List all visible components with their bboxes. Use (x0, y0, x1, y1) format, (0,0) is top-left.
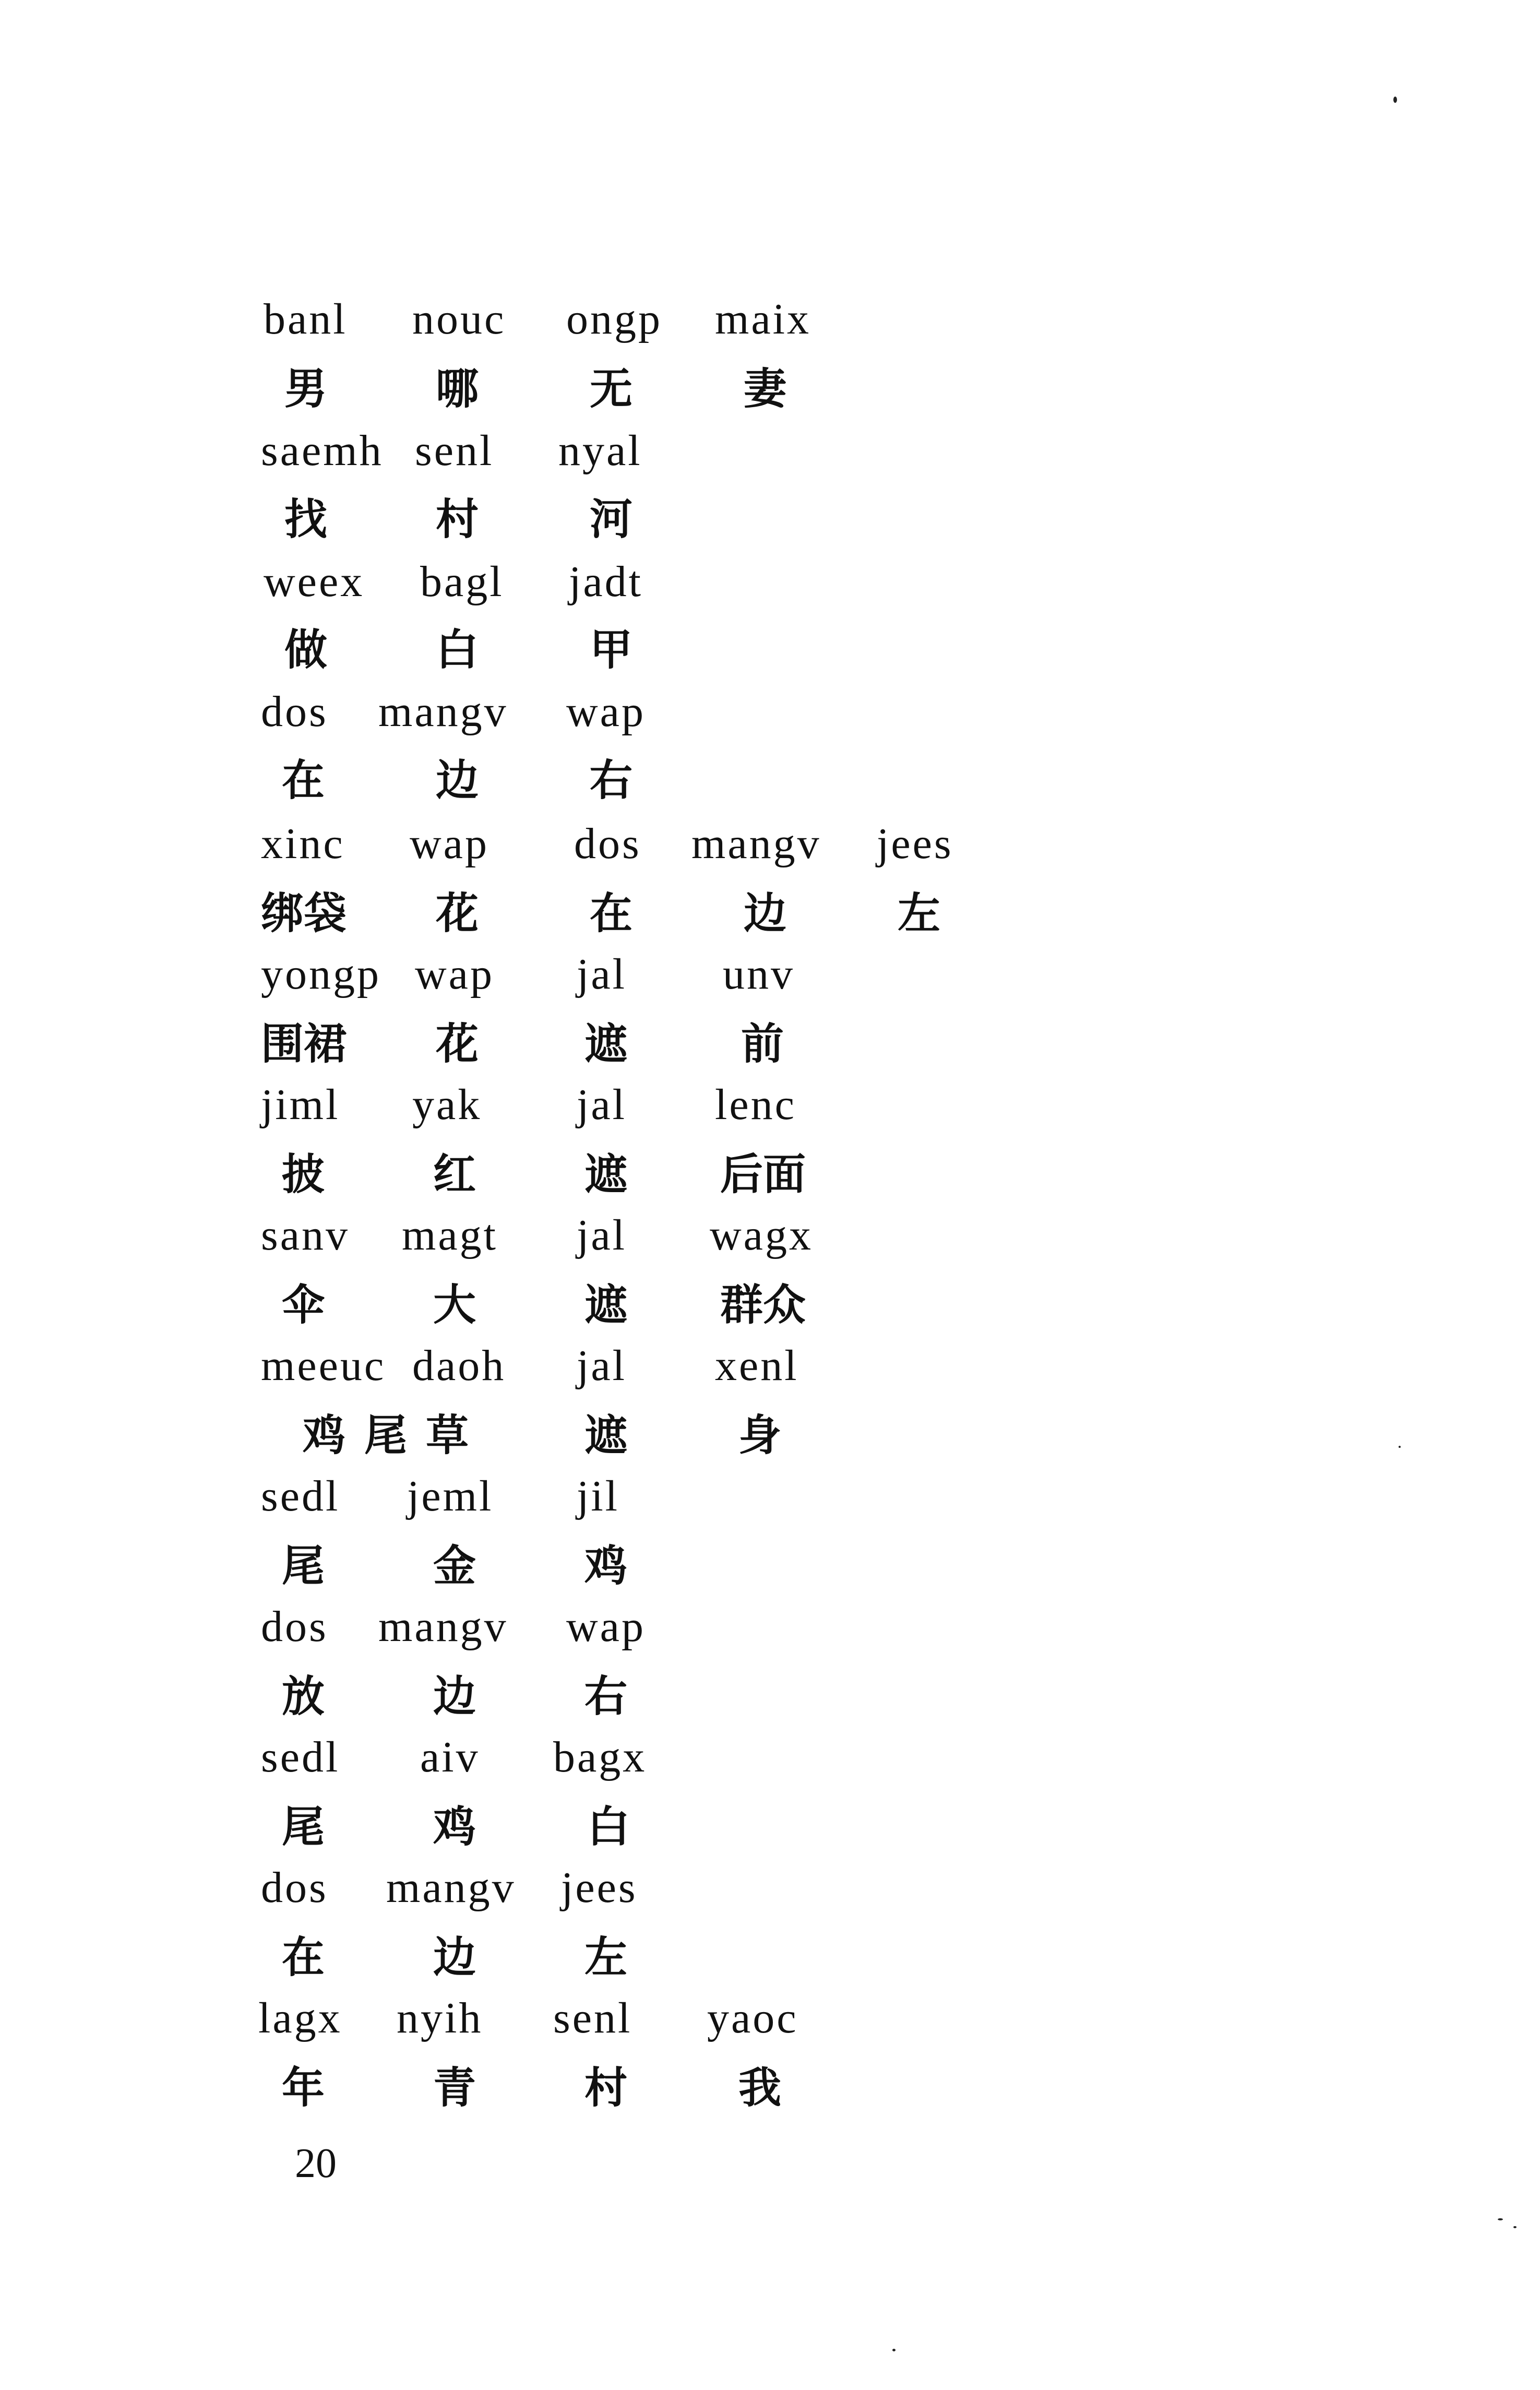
word: sedl (261, 1472, 340, 1520)
text-line (0, 557, 1540, 633)
text-line (0, 1080, 1540, 1156)
text-line (0, 1996, 1540, 2070)
text-line (0, 1735, 1540, 1809)
word: senl (415, 426, 494, 475)
word: jadt (569, 557, 643, 606)
word: 哪 (436, 364, 479, 414)
word: 围裙 (261, 1019, 347, 1069)
word: wap (566, 687, 646, 736)
word: 金 (433, 1541, 476, 1591)
word: senl (553, 1994, 632, 2042)
scan-speck (892, 2349, 896, 2351)
word: 右 (584, 1672, 628, 1721)
word: 身 (738, 1411, 782, 1460)
word: 在 (282, 1933, 325, 1982)
word: sedl (261, 1733, 340, 1781)
word: unv (723, 950, 795, 998)
word: bagl (420, 557, 504, 606)
text-line (0, 1341, 1540, 1417)
scan-speck (1399, 1446, 1401, 1448)
word: 边 (433, 1672, 476, 1721)
word: wagx (710, 1211, 813, 1259)
word: 花 (436, 1019, 479, 1069)
word: dos (261, 1863, 328, 1912)
text-line (0, 1472, 1540, 1548)
word: sanv (261, 1211, 350, 1259)
word: nyal (558, 426, 642, 475)
word: 白 (587, 1802, 630, 1852)
word: wap (415, 950, 494, 998)
word: lenc (715, 1080, 796, 1129)
word: 在 (590, 889, 633, 938)
word: maix (715, 295, 811, 343)
word: jiml (261, 1080, 340, 1129)
text-line (0, 295, 1540, 371)
word: 在 (282, 756, 325, 805)
word: 尾 (282, 1541, 325, 1591)
word: meeuc (261, 1341, 386, 1390)
word: 后面 (720, 1150, 806, 1199)
word: 鸡 (584, 1541, 628, 1591)
word: 大 (433, 1280, 476, 1330)
scan-speck (1498, 2218, 1503, 2220)
text-line (0, 687, 1540, 763)
word: magt (402, 1211, 498, 1259)
text-line (0, 1863, 1540, 1939)
word: 花 (436, 889, 479, 938)
word: xenl (715, 1341, 799, 1390)
text-line (0, 819, 1540, 895)
word: 左 (898, 889, 941, 938)
word: 群众 (720, 1280, 806, 1330)
word: 披 (282, 1150, 325, 1199)
word: mangv (691, 819, 821, 868)
word: daoh (412, 1341, 506, 1390)
word: saemh (261, 426, 384, 475)
word: nyih (397, 1994, 483, 2042)
text-line (0, 950, 1540, 1026)
word: 边 (436, 756, 479, 805)
word: mangv (386, 1863, 516, 1912)
word: 村 (584, 2063, 628, 2113)
word: 伞 (282, 1280, 325, 1330)
scan-speck (1513, 2226, 1517, 2228)
word: 找 (284, 495, 328, 544)
word: 我 (738, 2063, 782, 2113)
word: dos (261, 1602, 328, 1651)
word: 绑袋 (261, 889, 347, 938)
word: dos (261, 687, 328, 736)
word: jees (877, 819, 953, 868)
word: 村 (436, 495, 479, 544)
word: yaoc (707, 1994, 798, 2042)
word: 白 (436, 625, 479, 675)
word: 年 (282, 2063, 325, 2113)
scan-speck (1393, 97, 1397, 103)
word: banl (264, 295, 348, 343)
word: 妻 (744, 364, 787, 414)
word: jal (577, 950, 627, 998)
word: 无 (590, 364, 633, 414)
word: jal (577, 1341, 627, 1390)
word: 遮 (584, 1411, 628, 1460)
word: bagx (553, 1733, 647, 1781)
word: 甲 (590, 625, 633, 675)
word: wap (410, 819, 489, 868)
word: aiv (420, 1733, 480, 1781)
word: 放 (282, 1672, 325, 1721)
word: 河 (590, 495, 633, 544)
word: dos (574, 819, 641, 868)
word: weex (264, 557, 365, 606)
word: xinc (261, 819, 345, 868)
word: 鸡尾草 (303, 1411, 488, 1460)
word: jal (577, 1080, 627, 1129)
word: lagx (258, 1994, 342, 2042)
word: 左 (584, 1933, 628, 1982)
word: 尾 (282, 1802, 325, 1852)
word: jal (577, 1211, 627, 1259)
word: 青 (433, 2063, 476, 2113)
word: jil (577, 1472, 620, 1520)
word: 鸡 (433, 1802, 476, 1852)
word: 前 (741, 1019, 784, 1069)
word: 红 (433, 1150, 476, 1199)
word: 遮 (584, 1280, 628, 1330)
word: yak (412, 1080, 482, 1129)
word: 遮 (584, 1150, 628, 1199)
word: 边 (433, 1933, 476, 1982)
word: jeml (407, 1472, 494, 1520)
word: 遮 (584, 1019, 628, 1069)
word: wap (566, 1602, 646, 1651)
text-line (0, 2063, 1540, 2140)
word: jees (561, 1863, 638, 1912)
word: 右 (590, 756, 633, 805)
word: yongp (261, 950, 381, 998)
word: 男 (284, 364, 328, 414)
word: mangv (378, 687, 508, 736)
word: ongp (566, 295, 662, 343)
word: 做 (284, 625, 328, 675)
word: nouc (412, 295, 506, 343)
text-line (0, 1211, 1540, 1287)
page-number: 20 (295, 2141, 337, 2186)
text-line (0, 426, 1540, 502)
word: 边 (744, 889, 787, 938)
word: mangv (378, 1602, 508, 1651)
text-line (0, 1602, 1540, 1678)
